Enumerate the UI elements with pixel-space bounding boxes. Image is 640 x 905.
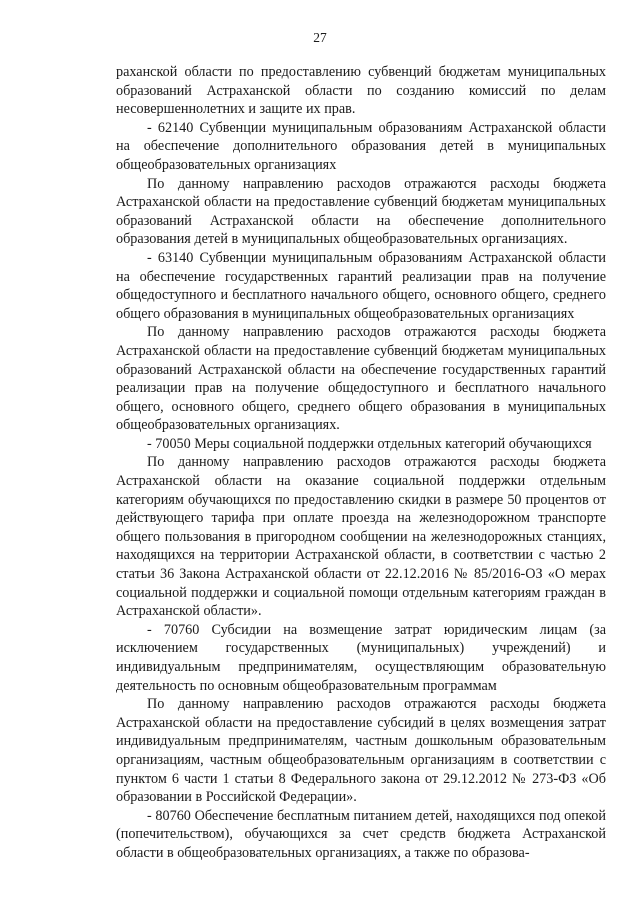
paragraph: По данному направлению расходов отражаются расходы бюджета Астраханской области на предоставление субсидий в целях возмещения затрат индивидуальным предпринимателям, частным дошкольным образовательным организациям, частным общеобразовательным организациям в соответствии с пунктом 6 части 1 статьи 8 Федерального закона от 29.12.2012 № 273-ФЗ «Об образовании в Российской Федерации». [116, 696, 606, 806]
paragraph: - 63140 Субвенции муниципальным образованиям Астраханской области на обеспечение государственных гарантий реализации прав на получение общедоступного и бесплатного начального общего, основного общего, среднего общего образования в муниципальных общеобразовательных организациях [116, 249, 606, 322]
paragraph: - 70760 Субсидии на возмещение затрат юридическим лицам (за исключением государственных (муниципальных) учреждений) и индивидуальным предпринимателям, осуществляющим образовательную деятельность по основным общеобразовательным программам [116, 621, 606, 694]
paragraph: раханской области по предоставлению субвенций бюджетам муниципальных образований Астраханской области по созданию комиссий по делам несовершеннолетних и защите их прав. [116, 64, 606, 118]
page-number: 27 [313, 30, 327, 45]
document-body [116, 63, 606, 863]
paragraph: По данному направлению расходов отражаются расходы бюджета Астраханской области на предоставление субвенций бюджетам муниципальных образований Астраханской области на обеспечение дополнительного образования детей в муниципальных общеобразовательных организациях. [116, 175, 606, 248]
paragraph: По данному направлению расходов отражаются расходы бюджета Астраханской области на предоставление субвенций бюджетам муниципальных образований Астраханской области на обеспечение государственных гарантий реализации прав на получение общедоступного и бесплатного начального общего, основного общего, среднего общего образования в муниципальных общеобразовательных организациях. [116, 324, 606, 434]
paragraph: - 80760 Обеспечение бесплатным питанием детей, находящихся под опекой (попечительством), обучающихся за счет средств бюджета Астраханской области в общеобразовательных организациях, а также по образова- [116, 807, 606, 861]
paragraph: - 62140 Субвенции муниципальным образованиям Астраханской области на обеспечение дополнительного образования детей в муниципальных общеобразовательных организациях [116, 119, 606, 173]
paragraph: По данному направлению расходов отражаются расходы бюджета Астраханской области на оказание социальной поддержки отдельным категориям обучающихся по предоставлению скидки в размере 50 процентов от действующего тарифа при оплате проезда на железнодорожном транспорте общего пользования в пригородном сообщении на железнодорожных станциях, находящихся на территории Астраханской области, в соответствии с частью 2 статьи 36 Закона Астраханской области от 22.12.2016 № 85/2016-ОЗ «О мерах социальной поддержки и социальной помощи отдельным категориям граждан в Астраханской области». [116, 454, 606, 620]
paragraph: - 70050 Меры социальной поддержки отдельных категорий обучающихся [147, 435, 592, 452]
